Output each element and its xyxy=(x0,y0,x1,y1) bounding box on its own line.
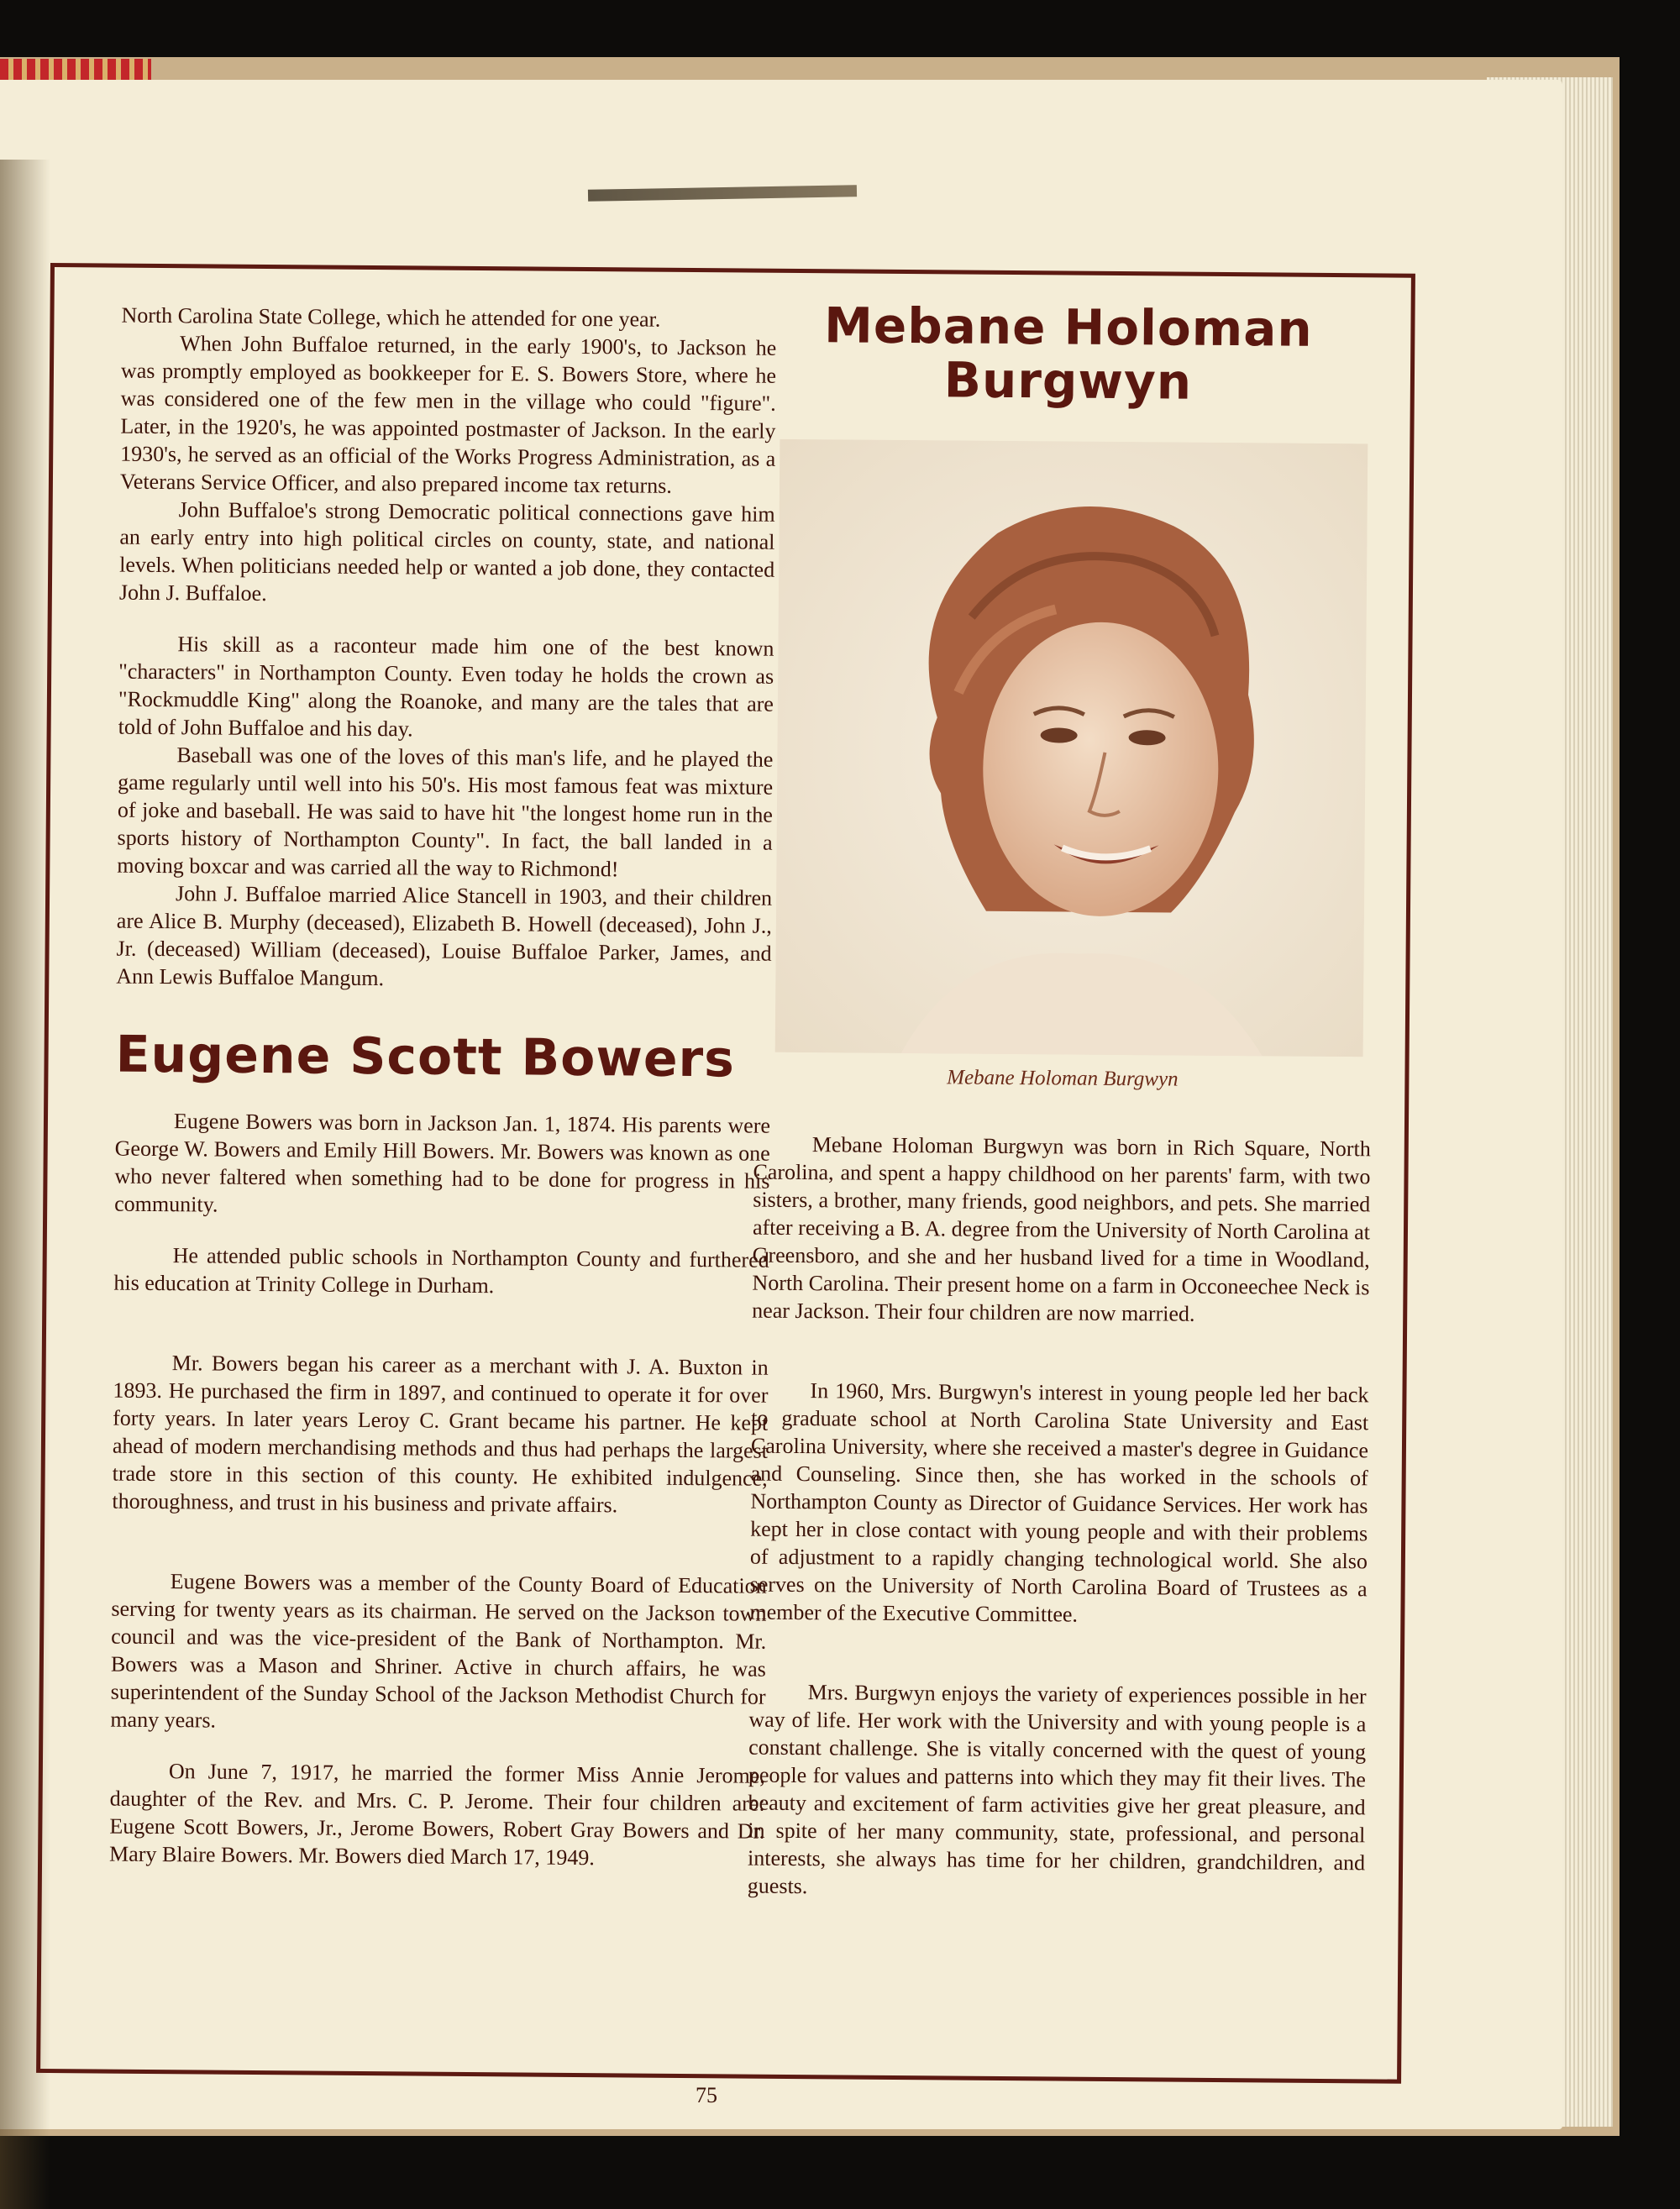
left-column xyxy=(109,302,777,1873)
paragraph: When John Buffaloe returned, in the early 1900's, to Jackson he was promptly employed as bookkeeper for E. S. Bowers Store, where he was considered one of the few men in the village who could "figure". Later, in the 1920's, he was appointed postmaster of Jackson. In the early 1930's, he served as an official of the Works Progress Administration, as a Veterans Service Officer, and also prepared income tax returns. xyxy=(119,331,777,498)
running-header-mark xyxy=(588,185,857,202)
photo-caption: Mebane Holoman Burgwyn xyxy=(947,1066,1179,1091)
paragraph: John Buffaloe's strong Democratic political connections gave him an early entry into high political circles on county, state, and national levels. When politicians needed help or wanted a job done, they contacted John J. Buffaloe. xyxy=(118,497,775,606)
paragraph: Mr. Bowers began his career as a merchant with J. A. Buxton in 1893. He purchased the firm in 1897, and continued to operate it for over forty years. In later years Leroy C. Grant became his partner. He kept ahead of modern merchandising methods and thus had perhaps the largest trade store in this section of this county. He exhibited indulgence, thoroughness, and trust in his business and private affairs. xyxy=(112,1351,769,1518)
portrait-photo xyxy=(775,439,1368,1057)
section-heading: Eugene Scott Bowers xyxy=(115,1025,736,1089)
paragraph: His skill as a raconteur made him one of the best known "characters" in Northampton County. Even today he holds the crown as "Rockmuddle King" along the Roanoke, and many are the tales that are told of John Buffaloe and his day. xyxy=(118,632,774,742)
paragraph: Mrs. Burgwyn enjoys the variety of experiences possible in her way of life. Her work with the University and with young people is a constant challenge. She is vitally concerned with the quest of young people for values and patterns into which they may fit their lives. The beauty and excitement of farm activities give her great pleasure, and in spite of her many community, state, professional, and personal interests, she always has time for her children, grandchildren, and guests. xyxy=(747,1680,1367,1899)
paragraph: In 1960, Mrs. Burgwyn's interest in young people led her back to graduate school at North Carolina State University and East Carolina University, where she received a master's degree in Guidance and Counseling. Since then, she has worked in the schools of Northampton County as Director of Guidance Services. Her work has kept her in close contact with young people and with their problems of adjustment to a rapidly changing technological world. She also serves on the University of North Carolina Board of Trustees as a member of the Executive Committee. xyxy=(749,1378,1369,1627)
portrait-illustration xyxy=(775,439,1368,1057)
paragraph: Baseball was one of the loves of this man's life, and he played the game regularly until well into his 50's. His most famous feat was mixture of joke and baseball. He was said to have hit "the longest home run in the sports history of Northampton County". In fact, the ball landed in a moving boxcar and was carried all the way to Richmond! xyxy=(117,742,774,882)
profile-title-line2: Burgwyn xyxy=(943,351,1193,411)
paragraph: On June 7, 1917, he married the former Miss Annie Jerome, daughter of the Rev. and Mrs. C. P. Jerome. Their four children are: Eugene Scott Bowers, Jr., Jerome Bowers, Robert Gray Bowers and Dr. Mary Blaire Bowers. Mr. Bowers died March 17, 1949. xyxy=(109,1759,765,1871)
paragraph: John J. Buffaloe married Alice Stancell in 1903, and their children are Alice B. Murphy (deceased), Elizabeth B. Howell (deceased), John J., Jr. (deceased) William (deceased), Louise Buffaloe Parker, James, and Ann Lewis Buffaloe Mangum. xyxy=(116,881,773,991)
paragraph: North Carolina State College, which he attended for one year. xyxy=(121,302,661,332)
book-page xyxy=(0,80,1562,2129)
page-frame xyxy=(36,263,1415,2084)
page-number: 75 xyxy=(696,2083,717,2107)
paragraph: Mebane Holoman Burgwyn was born in Rich Square, North Carolina, and spent a happy childhood on her parents' farm, with two sisters, a brother, many friends, good neighbors, and pets. She married after receiving a B. A. degree from the University of North Carolina at Greensboro, and she and her husband lived for a time in Woodland, North Carolina. Their present home on a farm in Occoneechee Neck is near Jackson. Their four children are now married. xyxy=(752,1132,1371,1326)
paragraph: Eugene Bowers was a member of the County Board of Education serving for twenty years as its chairman. He served on the Jackson town council and was the vice-president of the Bank of Northampton. Mr. Bowers was a Mason and Shriner. Active in church affairs, he was superintendent of the Sunday School of the Jackson Methodist Church for many years. xyxy=(110,1569,767,1733)
profile-title-line1: Mebane Holoman xyxy=(823,296,1313,358)
paragraph: Eugene Bowers was born in Jackson Jan. 1, 1874. His parents were George W. Bowers and Emily Hill Bowers. Mr. Bowers was known as one who never faltered when something had to be done for progress in his community. xyxy=(114,1109,771,1217)
right-column xyxy=(748,298,1378,1905)
paragraph: He attended public schools in Northampton County and furthered his education at Trinity College in Durham. xyxy=(113,1243,769,1299)
